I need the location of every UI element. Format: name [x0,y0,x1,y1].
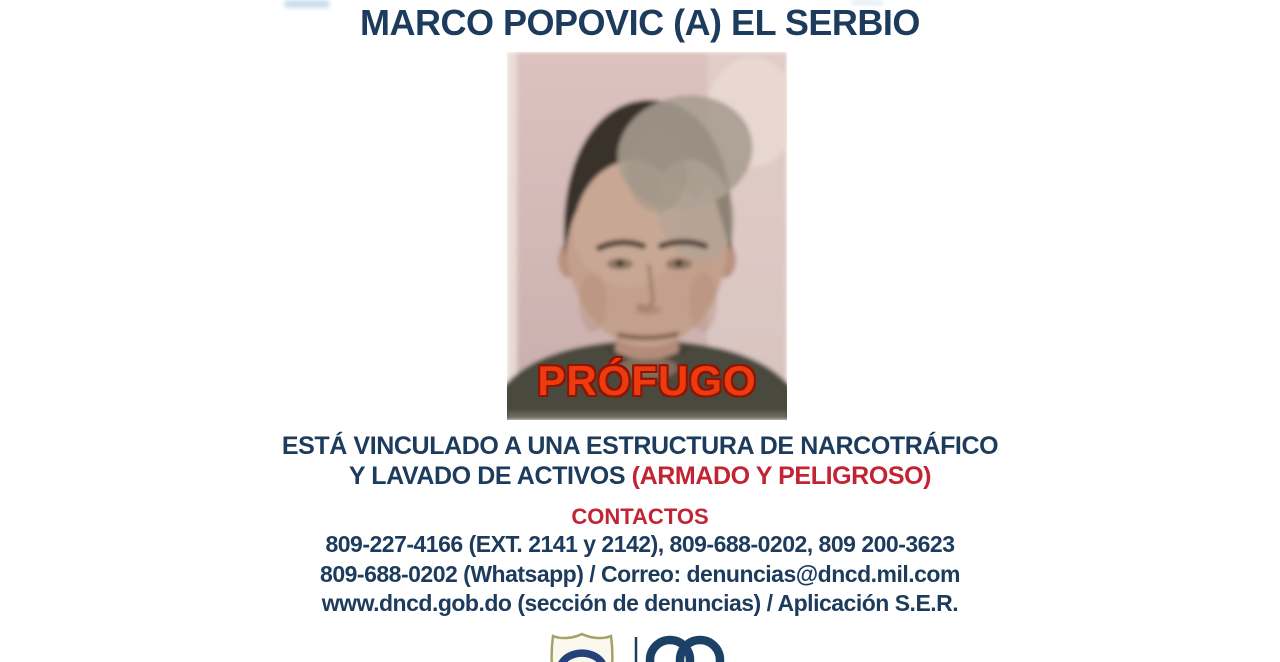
footer-logos [548,628,732,662]
charges-line-2 [0,461,1280,491]
charges-line-1: ESTÁ VINCULADO A UNA ESTRUCTURA DE NARCOTRÁFICO [281,432,999,460]
contact-phone-numbers: 809-227-4166 (EXT. 2141 y 2142), 809-688-0202, 809 200-3623 [325,531,955,557]
charges-line-2-navy: Y LAVADO DE ACTIVOS [348,462,632,490]
contact-whatsapp-email: 809-688-0202 (Whatsapp) / Correo: denuncias@dncd.mil.com [320,561,960,587]
dncd-shield-icon [552,634,613,662]
contact-website-app: www.dncd.gob.do (sección de denuncias) / Aplicación S.E.R. [321,590,959,616]
contacts-heading: CONTACTOS [571,504,709,529]
infinity-logo-icon [650,640,720,662]
page-title: MARCO POPOVIC (A) EL SERBIO [360,2,920,43]
armed-dangerous-warning: (ARMADO Y PELIGROSO) [631,462,932,490]
fugitive-status-label: PRÓFUGO [537,357,757,404]
charges-statement [0,431,1280,491]
suspect-photo [507,52,787,420]
